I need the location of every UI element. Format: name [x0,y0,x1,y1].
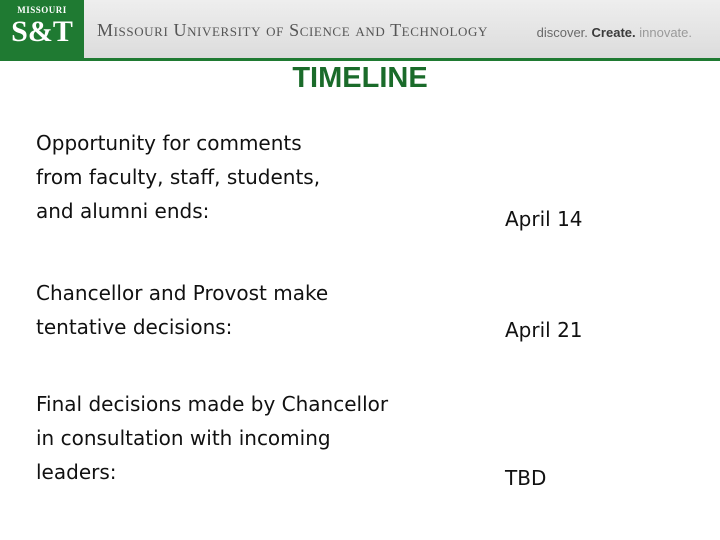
timeline-item-line: tentative decisions: [36,315,233,339]
university-name: Missouri University of Science and Technology [97,20,488,40]
timeline-item-line: Opportunity for comments [36,131,302,155]
timeline-item-line: from faculty, staff, students, [36,165,321,189]
tagline [537,25,692,40]
timeline-item-description [36,126,476,228]
tagline-innovate: innovate. [639,25,692,40]
timeline-item-line: Final decisions made by Chancellor [36,392,389,416]
logo-top-text: MISSOURI [17,5,67,15]
timeline-item-date: April 14 [505,207,583,231]
tagline-discover: discover. [536,25,588,40]
timeline-item-date: TBD [505,466,547,490]
timeline-item-line: and alumni ends: [36,199,210,223]
timeline-item-description [36,387,476,489]
header-divider [0,58,720,61]
timeline-item-description [36,276,476,344]
timeline-item-line: leaders: [36,460,117,484]
slide-title: TIMELINE [292,62,428,94]
header-banner [0,0,720,58]
timeline-item-line: Chancellor and Provost make [36,281,329,305]
timeline-item-date: April 21 [505,318,583,342]
logo-main-text: S&T [11,15,73,48]
tagline-create: Create. [591,25,636,40]
university-logo [0,0,84,58]
timeline-item-line: in consultation with incoming [36,426,331,450]
